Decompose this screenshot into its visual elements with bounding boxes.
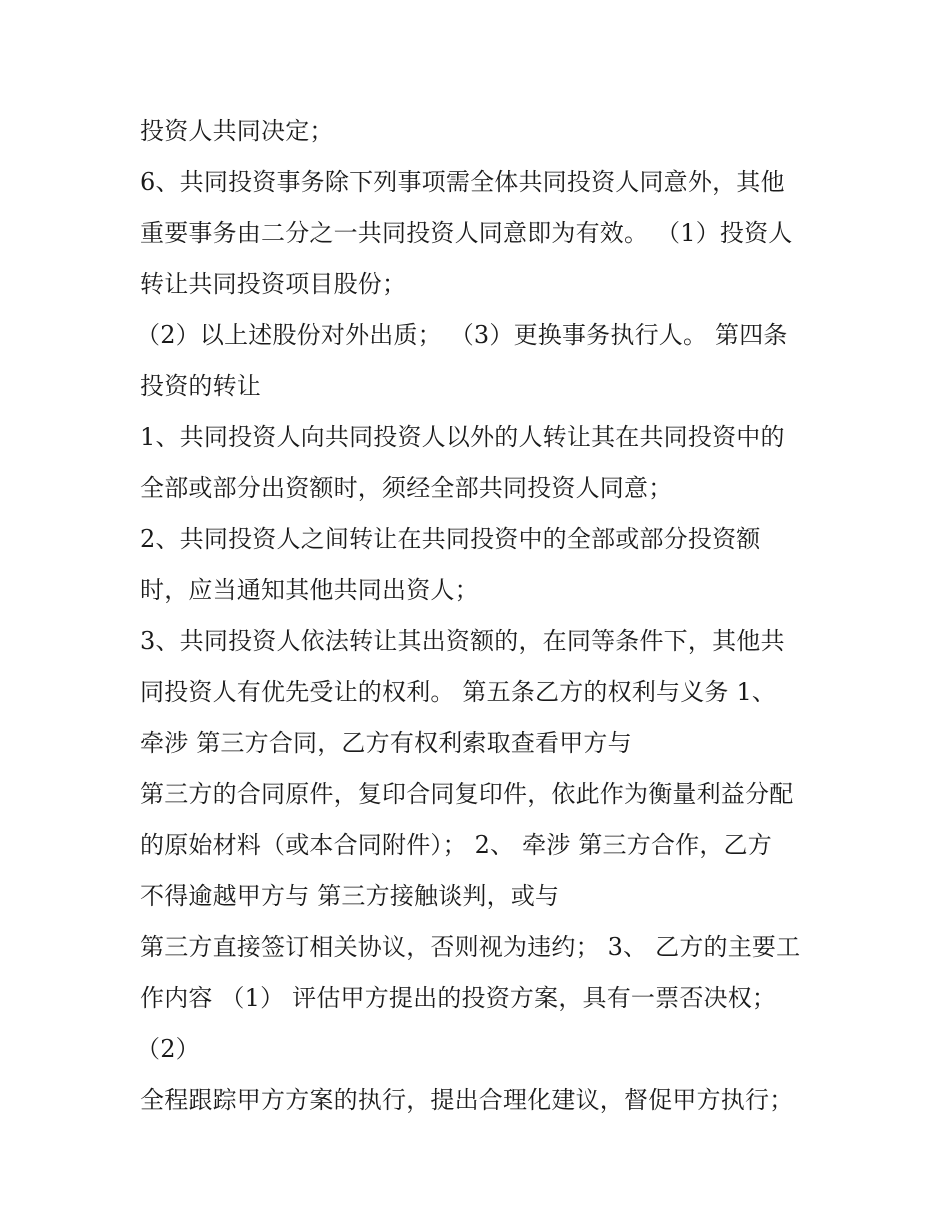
text-line: 2、共同投资人之间转让在共同投资中的全部或部分投资额 — [140, 525, 761, 553]
text-line: 第三方直接签订相关协议，否则视为违约； 3、 乙方的主要工 — [140, 933, 801, 961]
text-line: 投资的转让 — [140, 372, 261, 400]
document-body — [136, 106, 830, 1126]
text-line: 重要事务由二分之一共同投资人同意即为有效。 （1）投资人 — [140, 219, 793, 247]
text-line: （2）以上述股份对外出质； （3）更换事务执行人。 第四条 — [136, 321, 788, 349]
text-line: 投资人共同决定； — [140, 117, 334, 145]
text-line: （2） — [136, 1035, 200, 1063]
text-line: 全程跟踪甲方方案的执行，提出合理化建议，督促甲方执行； — [140, 1086, 794, 1114]
text-line: 6、共同投资事务除下列事项需全体共同投资人同意外，其他 — [140, 168, 785, 196]
text-line: 不得逾越甲方与 第三方接触谈判，或与 — [140, 882, 560, 910]
text-line: 的原始材料（或本合同附件）； 2、 牵涉 第三方合作，乙方 — [140, 831, 772, 859]
text-line: 作内容 （1） 评估甲方提出的投资方案，具有一票否决权； — [140, 984, 777, 1012]
text-line: 第三方的合同原件，复印合同复印件，依此作为衡量利益分配 — [140, 780, 794, 808]
text-line: 时，应当通知其他共同出资人； — [140, 576, 479, 604]
text-line: 1、共同投资人向共同投资人以外的人转让其在共同投资中的 — [140, 423, 785, 451]
text-line: 3、共同投资人依法转让其出资额的，在同等条件下，其他共 — [140, 627, 785, 655]
text-line: 全部或部分出资额时，须经全部共同投资人同意； — [140, 474, 673, 502]
text-line: 牵涉 第三方合同，乙方有权利索取查看甲方与 — [140, 729, 632, 757]
text-line: 同投资人有优先受让的权利。 第五条乙方的权利与义务 1、 — [140, 678, 777, 706]
text-line: 转让共同投资项目股份； — [140, 270, 407, 298]
